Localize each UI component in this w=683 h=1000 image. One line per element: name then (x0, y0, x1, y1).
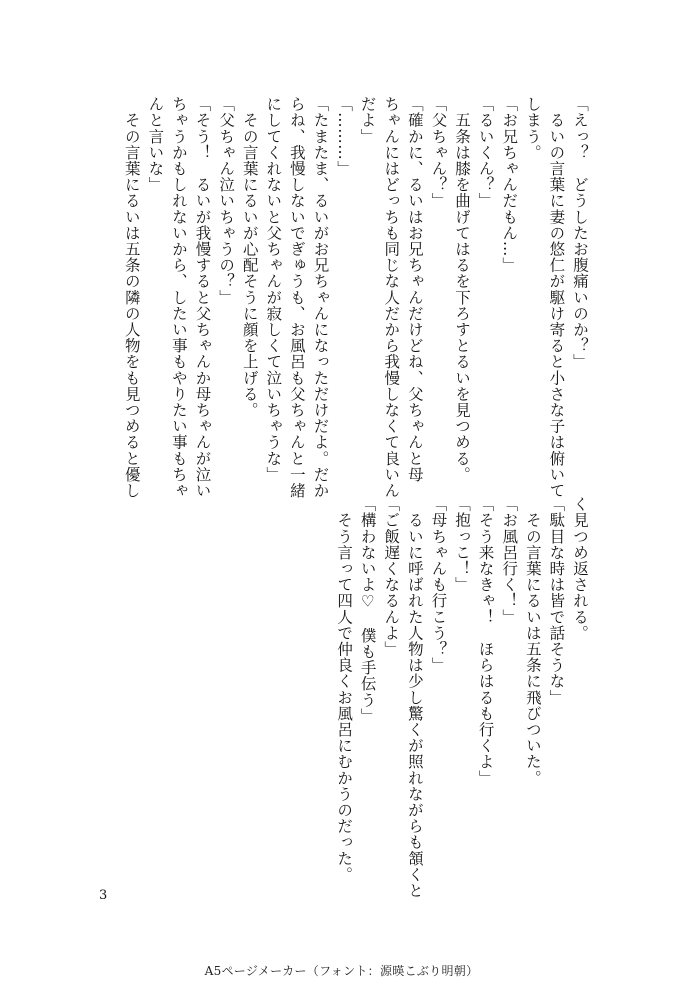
text-line: 「抱っこ！」 (453, 496, 472, 593)
text-line: しまう。 (523, 96, 542, 161)
text-line: 五条は膝を曲げてはるを下ろすとるいを見つめる。 (453, 96, 472, 483)
page-number: 3 (99, 888, 108, 903)
text-line: その言葉にるいは五条の隣の人物をも見つめると優し (122, 96, 141, 499)
text-line: 「母ちゃんも行こう？」 (429, 496, 448, 674)
text-line: 「そう！ るいが我慢すると父ちゃんか母ちゃんが泣い (193, 96, 212, 499)
text-line: 「確かに、るいはお兄ちゃんだけどね、父ちゃんと母 (405, 96, 424, 483)
text-line: 「たまたま、るいがお兄ちゃんになっただけだよ。だか (311, 96, 330, 499)
text-block-bottom (331, 496, 591, 899)
text-line: ちゃうかもしれないから、したい事もやりたい事もちゃ (169, 96, 188, 499)
text-line: 「父ちゃん？」 (429, 96, 448, 209)
text-line: 「………」 (335, 96, 354, 177)
text-line: 「お兄ちゃんだもん…」 (500, 96, 519, 274)
text-line: 「父ちゃん泣いちゃうの？」 (217, 96, 236, 306)
text-line: く見つめ返される。 (571, 496, 589, 641)
text-line: るいの言葉に妻の悠仁が駆け寄ると小さな子は俯いて (547, 96, 566, 499)
text-line: その言葉にるいが心配そうに顔を上げる。 (240, 96, 259, 418)
text-line: 「ご飯遅くなるんよ」 (382, 496, 401, 657)
footer-note: A5ページメーカー（フォント：源暎こぶり明朝） (204, 964, 479, 978)
text-line: その言葉にるいは五条に飛びついた。 (523, 496, 542, 786)
text-line: にしてくれないと父ちゃんが寂しくて泣いちゃうな」 (264, 96, 283, 483)
text-line: 「るいくん？」 (476, 96, 495, 209)
text-line: 「そう来なきゃ！ ほらはるも行くよ」 (476, 496, 495, 786)
text-line: らね、我慢しないでぎゅうも、お風呂も父ちゃんと一緒 (287, 96, 306, 499)
text-line: 「お風呂行く！」 (500, 496, 519, 625)
text-line: 「えっ？ どうしたお腹痛いのか？」 (571, 96, 589, 370)
text-line: んと言いな」 (146, 96, 165, 193)
text-block-top (119, 96, 591, 499)
text-line: だよ」 (358, 96, 377, 145)
text-line: 「構わないよ♡ 僕も手伝う」 (358, 496, 377, 724)
text-line: るいに呼ばれた人物は少し驚くが照れながらも頷くと (405, 496, 424, 899)
text-line: 「駄目な時は皆で話そうな」 (547, 496, 566, 706)
text-line: そう言って四人で仲良くお風呂にむかうのだった。 (335, 496, 354, 883)
text-line: ちゃんにはどっちも同じな人だから我慢しなくて良いん (382, 96, 401, 499)
